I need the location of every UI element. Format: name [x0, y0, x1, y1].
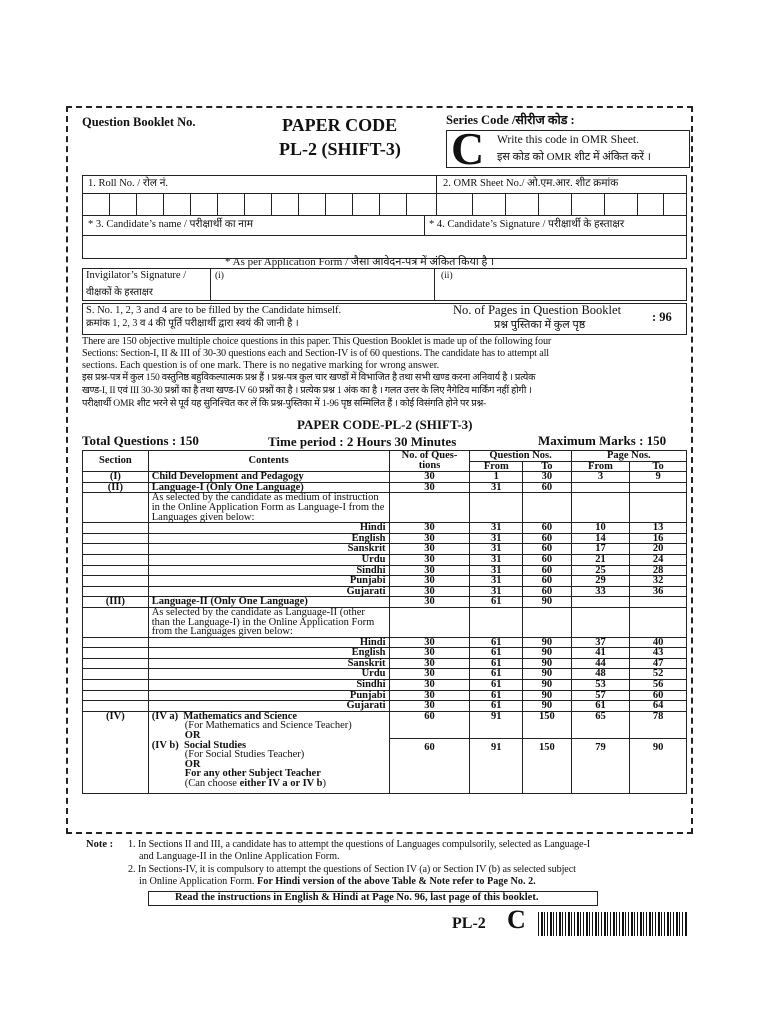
row-p-to: 40 — [630, 637, 687, 648]
row-p-from: 25 — [571, 565, 630, 576]
table-row — [83, 607, 687, 637]
row-section — [83, 648, 149, 659]
row-p-to: 9 — [630, 472, 687, 483]
row-p-from: 29 — [571, 576, 630, 587]
ivb-qt: 150 — [523, 738, 572, 793]
row-p-to: 13 — [630, 523, 687, 534]
row-section — [83, 565, 149, 576]
section-iv-label: (IV) — [83, 711, 149, 793]
row-p-from: 57 — [571, 690, 630, 701]
row-content: English — [148, 648, 389, 659]
ivb-label: (IV b) — [151, 739, 179, 751]
invigilator-label-hi: वीक्षकों के हस्ताक्षर — [86, 287, 154, 298]
iva-pt: 78 — [630, 711, 687, 738]
iva-title: Mathematics and Science — [183, 710, 298, 722]
row-p-to: 43 — [630, 648, 687, 659]
invigilator-i: (i) — [215, 271, 224, 281]
row-n: 30 — [389, 472, 470, 483]
row-section — [83, 576, 149, 587]
header-q-to: To — [523, 461, 572, 472]
instruction-en-1: There are 150 objective multiple choice questions in this paper. This Question Booklet is made up of the following four — [82, 336, 552, 347]
header-question-nos: Question Nos. — [470, 451, 571, 462]
footer-series-letter: C — [507, 905, 526, 934]
table-row — [83, 482, 687, 493]
row-q-from: 31 — [470, 565, 523, 576]
row-n: 30 — [389, 680, 470, 691]
row-p-to: 47 — [630, 658, 687, 669]
row-n: 30 — [389, 565, 470, 576]
paper-code-title: PAPER CODE — [282, 115, 398, 135]
row-p-from: 10 — [571, 523, 630, 534]
ivb-pt: 90 — [630, 738, 687, 793]
row-q-to: 90 — [523, 701, 572, 712]
row-q-from: 31 — [470, 576, 523, 587]
row-section — [83, 669, 149, 680]
row-q-to: 90 — [523, 648, 572, 659]
row-q-from: 31 — [470, 554, 523, 565]
row-section — [83, 493, 149, 523]
row-section — [83, 690, 149, 701]
row-p-to — [630, 493, 687, 523]
row-n: 30 — [389, 523, 470, 534]
row-n: 30 — [389, 658, 470, 669]
row-n — [389, 607, 470, 637]
row-q-to: 60 — [523, 533, 572, 544]
row-q-from: 31 — [470, 533, 523, 544]
row-n: 30 — [389, 701, 470, 712]
row-q-to: 60 — [523, 554, 572, 565]
row-content: Sindhi — [148, 680, 389, 691]
row-n: 30 — [389, 597, 470, 608]
ivb-pf: 79 — [571, 738, 630, 793]
row-content: Urdu — [148, 554, 389, 565]
row-p-from: 44 — [571, 658, 630, 669]
row-q-to: 90 — [523, 690, 572, 701]
row-n: 30 — [389, 648, 470, 659]
row-q-from: 31 — [470, 544, 523, 555]
row-q-from: 31 — [470, 482, 523, 493]
row-section: (I) — [83, 472, 149, 483]
booklet-no-label: Question Booklet No. — [82, 115, 196, 129]
table-row — [83, 586, 687, 597]
row-p-to: 28 — [630, 565, 687, 576]
row-n: 30 — [389, 637, 470, 648]
row-q-to: 60 — [523, 565, 572, 576]
row-p-from: 33 — [571, 586, 630, 597]
row-p-from: 41 — [571, 648, 630, 659]
row-content: Punjabi — [148, 690, 389, 701]
row-section — [83, 658, 149, 669]
header-contents: Contents — [148, 451, 389, 472]
row-n: 30 — [389, 544, 470, 555]
header-page-nos: Page Nos. — [571, 451, 686, 462]
row-p-to — [630, 482, 687, 493]
or-2: OR — [184, 758, 201, 770]
row-n — [389, 493, 470, 523]
row-section: (III) — [83, 597, 149, 608]
row-q-from: 1 — [470, 472, 523, 483]
row-q-to: 90 — [523, 669, 572, 680]
row-q-to: 90 — [523, 597, 572, 608]
row-q-from — [470, 607, 523, 637]
row-p-to: 52 — [630, 669, 687, 680]
header-p-from: From — [571, 461, 630, 472]
instruction-en-2: Sections: Section-I, II & III of 30-30 questions each and Section-IV is of 60 questions. The candidate has to attempt all — [82, 348, 549, 359]
row-content: Hindi — [148, 523, 389, 534]
row-content: Sanskrit — [148, 544, 389, 555]
row-q-from: 61 — [470, 680, 523, 691]
table-row — [83, 472, 687, 483]
ivc-sub-pre: (Can choose — [184, 778, 240, 789]
instruction-en-3: sections. Each question is of one mark. There is no negative marking for wrong answer. — [82, 360, 440, 371]
table-row — [83, 648, 687, 659]
row-p-to — [630, 597, 687, 608]
row-content: As selected by the candidate as medium of instruction in the Online Application Form as Language-I from the Languages given below: — [148, 493, 389, 523]
row-p-to: 20 — [630, 544, 687, 555]
row-content: Punjabi — [148, 576, 389, 587]
table-row — [83, 690, 687, 701]
series-code-label: Series Code /सीरीज कोड : — [446, 113, 575, 127]
candidate-signature-label: * 4. Candidate’s Signature / परीक्षार्थी के हस्ताक्षर — [429, 219, 625, 230]
row-section — [83, 586, 149, 597]
row-p-from: 17 — [571, 544, 630, 555]
row-p-from — [571, 482, 630, 493]
row-section — [83, 701, 149, 712]
series-letter: C — [451, 123, 485, 174]
row-p-from: 61 — [571, 701, 630, 712]
maximum-marks: Maximum Marks : 150 — [538, 433, 667, 448]
row-section: (II) — [83, 482, 149, 493]
row-section — [83, 607, 149, 637]
row-section — [83, 544, 149, 555]
table-row — [83, 669, 687, 680]
row-p-from: 3 — [571, 472, 630, 483]
pages-label-hi: प्रश्न पुस्तिका में कुल पृष्ठ — [494, 319, 586, 331]
row-q-to: 60 — [523, 482, 572, 493]
table-row — [83, 576, 687, 587]
row-p-from: 37 — [571, 637, 630, 648]
table-row — [83, 554, 687, 565]
row-p-from — [571, 597, 630, 608]
row-section — [83, 523, 149, 534]
row-q-to: 90 — [523, 680, 572, 691]
roll-no-label: 1. Roll No. / रोल नं. — [88, 178, 169, 189]
note-1b: and Language-II in the Online Application Form. — [139, 851, 340, 862]
row-q-from: 61 — [470, 690, 523, 701]
note-label: Note : — [86, 839, 114, 850]
row-q-to: 90 — [523, 637, 572, 648]
row-content: Sanskrit — [148, 658, 389, 669]
table-row — [83, 701, 687, 712]
row-content: English — [148, 533, 389, 544]
note-1a: 1. In Sections II and III, a candidate has to attempt the questions of Languages compulsorily, selected as Language-I — [128, 839, 591, 850]
table-row — [83, 523, 687, 534]
row-q-to: 60 — [523, 586, 572, 597]
ivc-sub-bold: either IV a or IV b — [239, 778, 323, 789]
table-row — [83, 658, 687, 669]
iva-label: (IV a) — [151, 710, 179, 722]
table-row — [83, 597, 687, 608]
omr-no-label: 2. OMR Sheet No./ ओ.एम.आर. शीट क्रमांक — [443, 178, 619, 189]
row-content: Gujarati — [148, 586, 389, 597]
invigilator-ii: (ii) — [441, 271, 453, 281]
iva-n: 60 — [389, 711, 470, 738]
ivb-n: 60 — [389, 738, 470, 793]
row-p-from: 48 — [571, 669, 630, 680]
time-period: Time period : 2 Hours 30 Minutes — [268, 434, 457, 449]
row-q-to: 60 — [523, 576, 572, 587]
row-p-to: 64 — [630, 701, 687, 712]
note-2b-bold: For Hindi version of the above Table & Note refer to Page No. 2. — [257, 876, 536, 887]
fill-note-hi: क्रमांक 1, 2, 3 व 4 की पूर्ति परीक्षार्थी द्वारा स्वयं की जानी है । — [86, 318, 299, 329]
paper-code-line: PAPER CODE-PL-2 (SHIFT-3) — [297, 417, 473, 432]
table-row — [83, 565, 687, 576]
instruction-hi-2: खण्ड-I, II एवं III 30-30 प्रश्नों का है तथा खण्ड-IV 60 प्रश्नों का है । प्रत्येक प्रश्न 1 अंक का है । गलत उत्तर के लिए नैगेटिव मार्किंग नहीं होगी । — [82, 385, 532, 396]
row-n: 30 — [389, 669, 470, 680]
row-q-to: 60 — [523, 544, 572, 555]
invigilator-label-en: Invigilator’s Signature / — [86, 270, 187, 281]
row-p-to: 32 — [630, 576, 687, 587]
or-1: OR — [184, 730, 201, 742]
as-per-form-note: * As per Application Form / जैसा आवेदन-पत्र में अंकित किया है । — [225, 256, 495, 268]
row-section — [83, 533, 149, 544]
row-q-to: 30 — [523, 472, 572, 483]
row-p-to: 24 — [630, 554, 687, 565]
row-q-from: 61 — [470, 701, 523, 712]
row-n: 30 — [389, 586, 470, 597]
row-content: Sindhi — [148, 565, 389, 576]
row-content: Gujarati — [148, 701, 389, 712]
iva-pf: 65 — [571, 711, 630, 738]
series-note-en: Write this code in OMR Sheet. — [497, 134, 639, 146]
row-p-from — [571, 607, 630, 637]
table-row — [83, 680, 687, 691]
note-2b-pre: in Online Application Form. — [139, 876, 257, 887]
row-n: 30 — [389, 576, 470, 587]
row-q-from — [470, 493, 523, 523]
row-n: 30 — [389, 690, 470, 701]
row-n: 30 — [389, 533, 470, 544]
row-q-to: 60 — [523, 523, 572, 534]
contents-table — [82, 450, 687, 794]
iva-sub: (For Mathematics and Science Teacher) — [184, 720, 352, 732]
ivc-sub-post: ) — [322, 778, 327, 789]
instruction-hi-3: परीक्षार्थी OMR शीट भरने से पूर्व यह सुनिश्चित कर लें कि प्रश्न-पुस्तिका में 1-96 पृष्ठ सम्मिलित हैं । कोई विसंगति होने पर प्रश्न- — [82, 398, 487, 409]
ivb-sub: (For Social Studies Teacher) — [184, 749, 305, 761]
row-q-to: 90 — [523, 658, 572, 669]
iva-qf: 91 — [470, 711, 523, 738]
instruction-hi-1: इस प्रश्न-पत्र में कुल 150 वस्तुनिष्ठ बहुविकल्पात्मक प्रश्न हैं । प्रश्न-पत्र कुल चार खण्डों में विभाजित है तथा सभी खण्ड करना अनिवार्य है । प्रत्येक — [82, 372, 536, 383]
row-content: Child Development and Pedagogy — [148, 472, 389, 483]
pages-label-en: No. of Pages in Question Booklet — [453, 303, 622, 317]
row-section — [83, 680, 149, 691]
table-row — [83, 493, 687, 523]
table-row — [83, 544, 687, 555]
total-questions: Total Questions : 150 — [82, 433, 199, 448]
iva-qt: 150 — [523, 711, 572, 738]
read-instructions: Read the instructions in English & Hindi at Page No. 96, last page of this booklet. — [175, 892, 539, 903]
ivc-title: For any other Subject Teacher — [184, 768, 321, 780]
row-section — [83, 637, 149, 648]
row-q-from: 61 — [470, 637, 523, 648]
header-p-to: To — [630, 461, 687, 472]
row-n: 30 — [389, 554, 470, 565]
fill-note-en: S. No. 1, 2, 3 and 4 are to be filled by the Candidate himself. — [86, 305, 342, 316]
table-row — [83, 533, 687, 544]
series-note-hi: इस कोड को OMR शीट में अंकित करें । — [497, 151, 651, 163]
section-iv-row-a — [83, 711, 687, 738]
row-content: Language-II (Only One Language) — [148, 597, 389, 608]
row-q-from: 61 — [470, 658, 523, 669]
row-p-to: 56 — [630, 680, 687, 691]
candidate-name-label: * 3. Candidate’s name / परीक्षार्थी का नाम — [88, 219, 253, 230]
row-q-from: 61 — [470, 669, 523, 680]
header-section: Section — [83, 451, 149, 472]
row-p-to: 60 — [630, 690, 687, 701]
row-q-from: 61 — [470, 648, 523, 659]
barcode — [538, 912, 688, 936]
row-p-from: 21 — [571, 554, 630, 565]
row-p-to — [630, 607, 687, 637]
row-q-to — [523, 607, 572, 637]
row-content: Urdu — [148, 669, 389, 680]
row-p-from: 53 — [571, 680, 630, 691]
row-content: As selected by the candidate as Language-II (other than the Language-I) in the Online Application Form from the Languages given below: — [148, 607, 389, 637]
ivb-qf: 91 — [470, 738, 523, 793]
header-q-from: From — [470, 461, 523, 472]
row-q-from: 31 — [470, 523, 523, 534]
row-content: Language-I (Only One Language) — [148, 482, 389, 493]
note-2a: 2. In Sections-IV, it is compulsory to attempt the questions of Section IV (a) or Section IV (b) as selected subject — [128, 864, 576, 875]
section-iv-contents — [148, 711, 389, 793]
header-no-of-questions: No. of Ques- tions — [389, 451, 470, 472]
table-row — [83, 637, 687, 648]
row-q-from: 31 — [470, 586, 523, 597]
row-q-from: 61 — [470, 597, 523, 608]
row-q-to — [523, 493, 572, 523]
row-p-to: 16 — [630, 533, 687, 544]
row-content: Hindi — [148, 637, 389, 648]
row-n: 30 — [389, 482, 470, 493]
footer-code: PL-2 — [452, 915, 486, 932]
pages-value: : 96 — [652, 310, 672, 324]
row-p-to: 36 — [630, 586, 687, 597]
row-p-from: 14 — [571, 533, 630, 544]
paper-code-value: PL-2 (SHIFT-3) — [279, 139, 401, 159]
row-section — [83, 554, 149, 565]
row-p-from — [571, 493, 630, 523]
ivb-title: Social Studies — [183, 739, 247, 751]
